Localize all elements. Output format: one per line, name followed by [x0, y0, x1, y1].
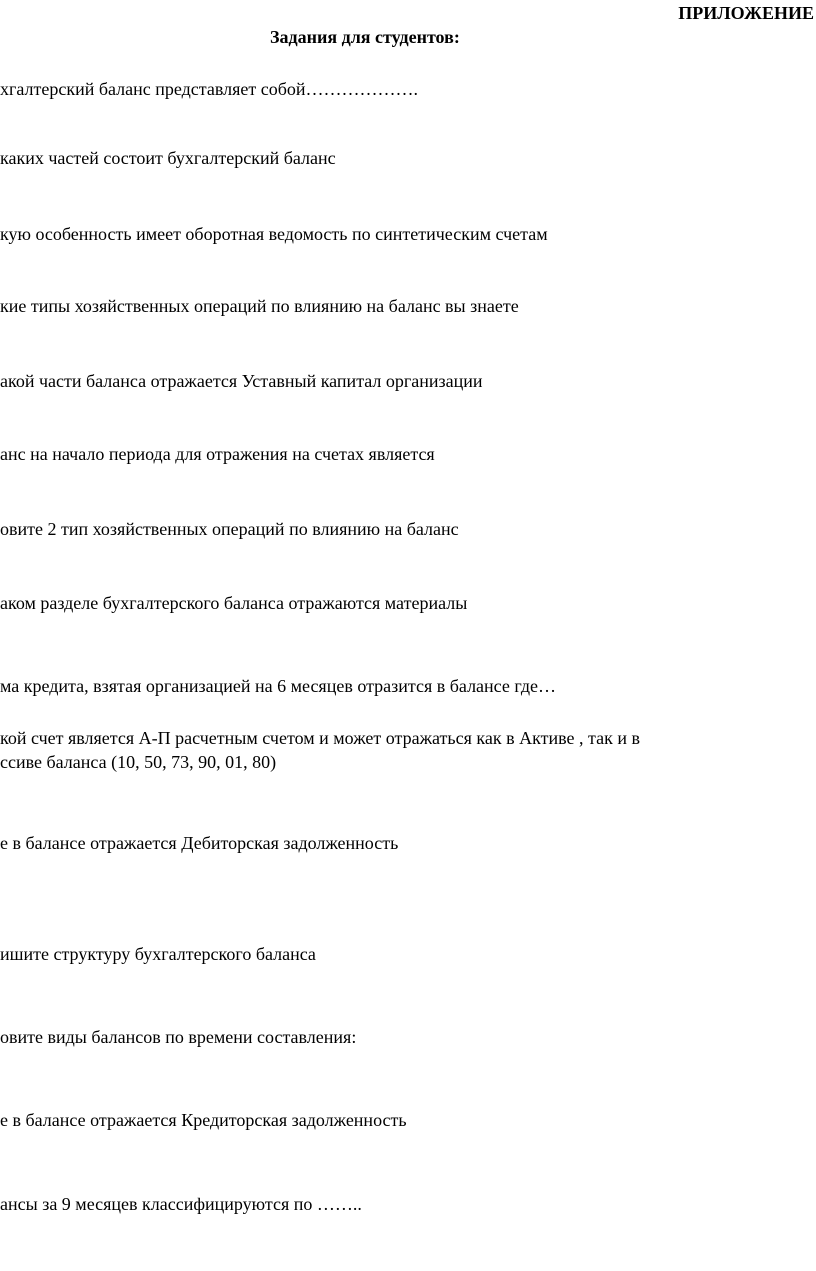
- question-12: ишите структуру бухгалтерского баланса: [0, 944, 316, 964]
- question-6: анс на начало периода для отражения на счетах является: [0, 444, 435, 464]
- question-9: ма кредита, взятая организацией на 6 месяцев отразится в балансе где…: [0, 676, 557, 696]
- question-10-line-2: ссиве баланса (10, 50, 73, 90, 01, 80): [0, 752, 277, 772]
- question-7: овите 2 тип хозяйственных операций по влиянию на баланс: [0, 519, 459, 539]
- question-3: кую особенность имеет оборотная ведомость по синтетическим счетам: [0, 224, 548, 244]
- appendix-heading: ПРИЛОЖЕНИЕ: [678, 3, 814, 23]
- question-14: е в балансе отражается Кредиторская задолженность: [0, 1110, 407, 1130]
- question-4: кие типы хозяйственных операций по влиянию на баланс вы знаете: [0, 296, 519, 316]
- question-5: акой части баланса отражается Уставный капитал организации: [0, 371, 483, 391]
- question-15: ансы за 9 месяцев классифицируются по ……..: [0, 1194, 362, 1214]
- question-2: каких частей состоит бухгалтерский баланс: [0, 148, 336, 168]
- question-11: е в балансе отражается Дебиторская задолженность: [0, 833, 399, 853]
- question-13: овите виды балансов по времени составления:: [0, 1027, 357, 1047]
- question-1: хгалтерский баланс представляет собой……………….: [0, 79, 419, 99]
- page-title: Задания для студентов:: [270, 27, 460, 47]
- question-10-line-1: кой счет является А-П расчетным счетом и может отражаться как в Активе , так и в: [0, 728, 640, 748]
- question-8: аком разделе бухгалтерского баланса отражаются материалы: [0, 593, 468, 613]
